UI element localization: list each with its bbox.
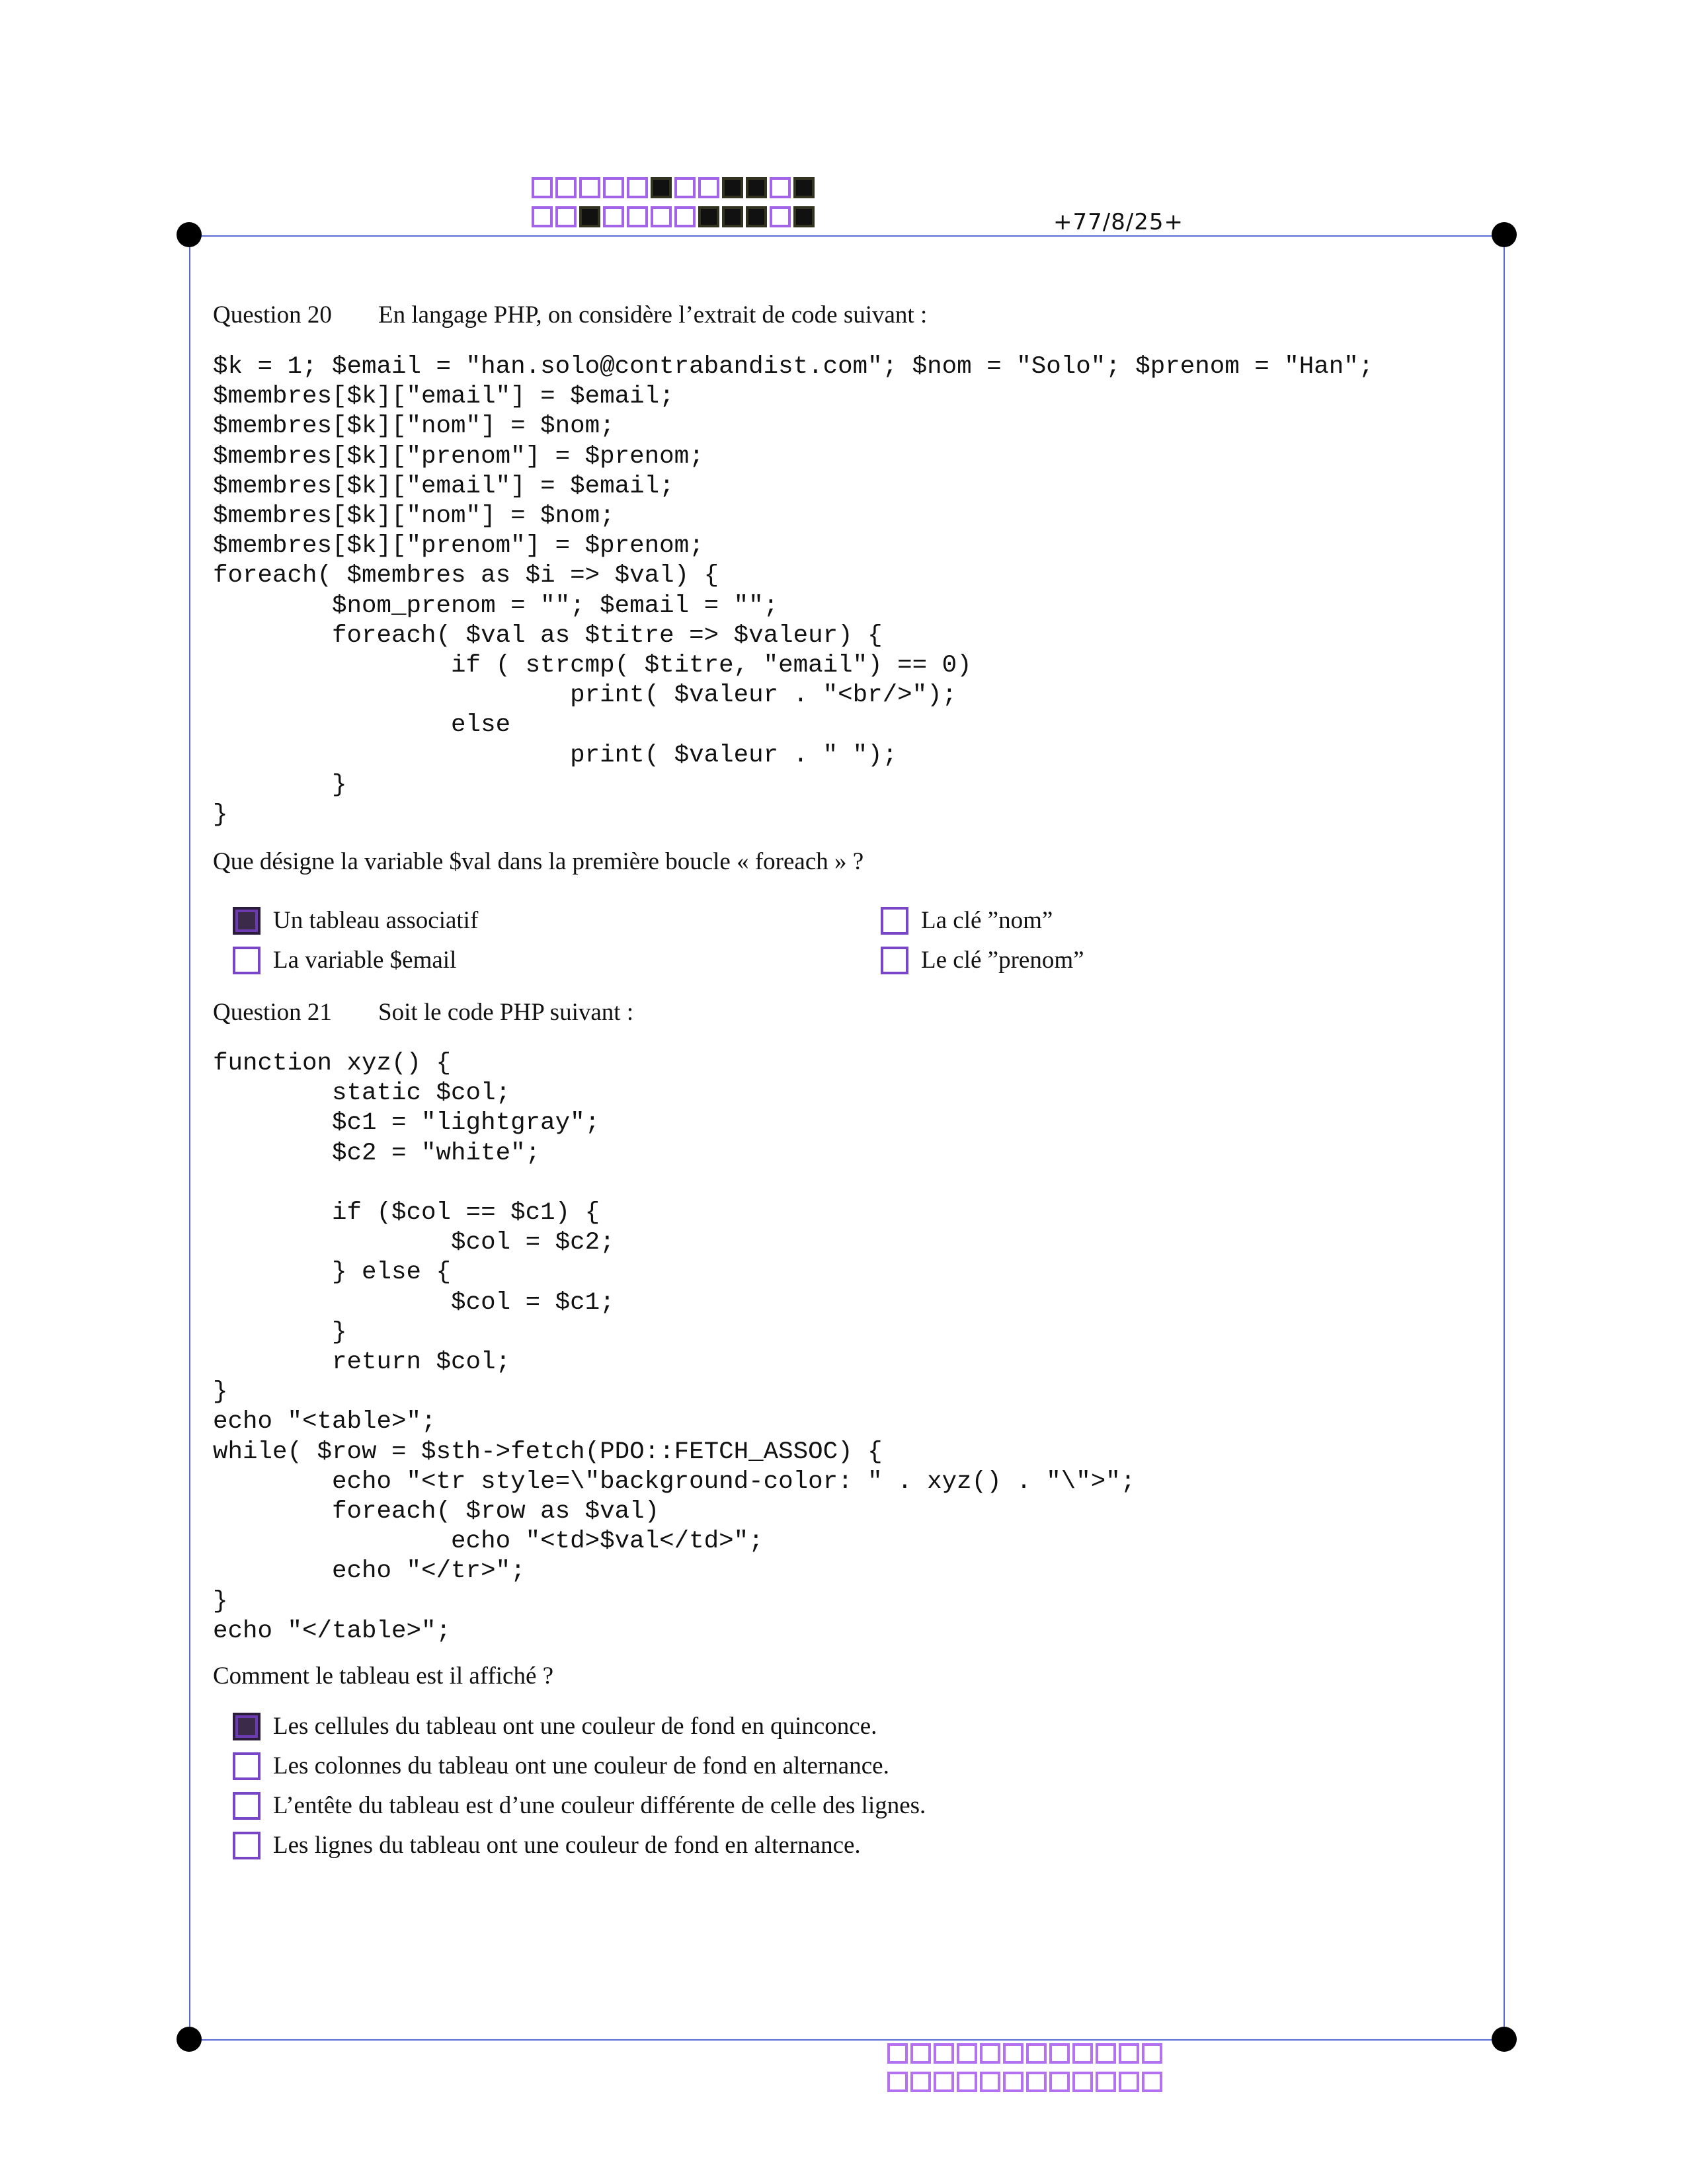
id-box[interactable]	[980, 2072, 1000, 2092]
corner-marker-top-right	[1492, 222, 1517, 247]
id-box[interactable]	[957, 2072, 977, 2092]
id-box[interactable]	[1119, 2043, 1139, 2064]
corner-marker-bottom-left	[177, 2027, 202, 2052]
code-cell	[603, 177, 624, 198]
code-cell	[603, 206, 624, 227]
answer-label: La clé ”nom”	[921, 907, 1053, 934]
footer-id-boxes-row-2	[887, 2072, 1165, 2092]
answer-option[interactable]	[233, 1712, 877, 1740]
code-cell	[579, 177, 600, 198]
question-21-heading	[213, 998, 633, 1027]
code-cell	[651, 206, 672, 227]
answer-option[interactable]	[233, 906, 478, 935]
id-box[interactable]	[957, 2043, 977, 2064]
footer-id-boxes-row-1	[887, 2043, 1165, 2064]
checkbox[interactable]	[233, 1752, 261, 1780]
id-box[interactable]	[887, 2043, 908, 2064]
checkbox[interactable]	[233, 1713, 261, 1740]
id-box[interactable]	[1003, 2072, 1024, 2092]
answer-label: La variable $email	[273, 947, 457, 974]
code-cell	[674, 177, 696, 198]
question-20-prompt: Que désigne la variable $val dans la première boucle « foreach » ?	[213, 848, 864, 875]
frame-top-line	[189, 235, 1505, 237]
code-cell	[793, 206, 815, 227]
id-box[interactable]	[1119, 2072, 1139, 2092]
answer-option[interactable]	[881, 946, 1084, 974]
header-code-row-1	[532, 177, 817, 198]
id-box[interactable]	[1049, 2072, 1070, 2092]
code-cell	[627, 177, 648, 198]
id-box[interactable]	[934, 2072, 954, 2092]
id-box[interactable]	[1096, 2043, 1116, 2064]
answer-label: L’entête du tableau est d’une couleur différente de celle des lignes.	[273, 1792, 926, 1819]
answer-option[interactable]	[881, 906, 1053, 935]
checkbox[interactable]	[233, 1792, 261, 1820]
id-box[interactable]	[1142, 2043, 1162, 2064]
code-cell	[770, 177, 791, 198]
id-box[interactable]	[1142, 2072, 1162, 2092]
code-cell	[770, 206, 791, 227]
question-number: Question 20	[213, 301, 332, 329]
id-box[interactable]	[980, 2043, 1000, 2064]
id-box[interactable]	[1049, 2043, 1070, 2064]
id-box[interactable]	[934, 2043, 954, 2064]
answer-option[interactable]	[233, 1831, 861, 1859]
id-box[interactable]	[1003, 2043, 1024, 2064]
id-box[interactable]	[1072, 2072, 1093, 2092]
code-cell	[651, 177, 672, 198]
answer-label: Les colonnes du tableau ont une couleur de fond en alternance.	[273, 1752, 889, 1779]
code-cell	[579, 206, 600, 227]
header-code-row-2	[532, 206, 817, 227]
code-cell	[746, 177, 767, 198]
code-cell	[698, 177, 719, 198]
question-intro: En langage PHP, on considère l’extrait de code suivant :	[378, 301, 928, 329]
question-20-heading	[213, 301, 927, 329]
id-box[interactable]	[910, 2072, 931, 2092]
answer-label: Les lignes du tableau ont une couleur de fond en alternance.	[273, 1832, 861, 1859]
code-cell	[532, 177, 553, 198]
question-number: Question 21	[213, 999, 332, 1026]
id-box[interactable]	[910, 2043, 931, 2064]
checkbox[interactable]	[233, 947, 261, 974]
checkbox[interactable]	[881, 947, 908, 974]
code-cell	[746, 206, 767, 227]
frame-left-line	[189, 235, 190, 2041]
id-box[interactable]	[887, 2072, 908, 2092]
corner-marker-top-left	[177, 222, 202, 247]
answer-label: Un tableau associatif	[273, 907, 479, 934]
id-box[interactable]	[1026, 2043, 1047, 2064]
frame-right-line	[1504, 235, 1505, 2041]
answer-option[interactable]	[233, 1752, 889, 1780]
answer-label: Le clé ”prenom”	[921, 947, 1084, 974]
code-cell	[698, 206, 719, 227]
code-cell	[722, 206, 743, 227]
frame-bottom-line	[189, 2039, 1505, 2041]
code-cell	[532, 206, 553, 227]
code-cell	[555, 177, 577, 198]
corner-marker-bottom-right	[1492, 2027, 1517, 2052]
question-20-code: $k = 1; $email = "han.solo@contrabandist.com"; $nom = "Solo"; $prenom = "Han"; $membres[$k]["email"] = $email; $membres[$k]["nom"] = $nom; $membres[$k]["prenom"] = $prenom; $membres[$k]["email"] = $email; $membres[$k]["nom"] = $nom; $membres[$k]["prenom"] = $prenom; foreach( $membres as $i => $val) { $nom_prenom = ""; $email = ""; foreach( $val as $titre => $valeur) { if ( strcmp( $titre, "email") == 0) print( $valeur . "<br/>"); else print( $valeur . " "); } }	[213, 353, 1374, 830]
checkbox[interactable]	[881, 907, 908, 935]
question-intro: Soit le code PHP suivant :	[378, 999, 634, 1026]
question-21-prompt: Comment le tableau est il affiché ?	[213, 1662, 554, 1690]
answer-option[interactable]	[233, 1791, 926, 1820]
code-cell	[555, 206, 577, 227]
page-id: +77/8/25+	[1053, 209, 1184, 235]
id-box[interactable]	[1072, 2043, 1093, 2064]
question-21-code: function xyz() { static $col; $c1 = "lightgray"; $c2 = "white"; if ($col == $c1) { $col = $c2; } else { $col = $c1; } return $col; } echo "<table>"; while( $row = $sth->fetch(PDO::FETCH_ASSOC) { echo "<tr style=\"background-color: " . xyz() . "\">"; foreach( $row as $val) echo "<td>$val</td>"; echo "</tr>"; } echo "</table>";	[213, 1050, 1136, 1645]
id-box[interactable]	[1096, 2072, 1116, 2092]
code-cell	[674, 206, 696, 227]
code-cell	[722, 177, 743, 198]
code-cell	[627, 206, 648, 227]
answer-label: Les cellules du tableau ont une couleur de fond en quinconce.	[273, 1713, 877, 1740]
answer-option[interactable]	[233, 946, 456, 974]
code-cell	[793, 177, 815, 198]
id-box[interactable]	[1026, 2072, 1047, 2092]
checkbox[interactable]	[233, 907, 261, 935]
checkbox[interactable]	[233, 1832, 261, 1859]
